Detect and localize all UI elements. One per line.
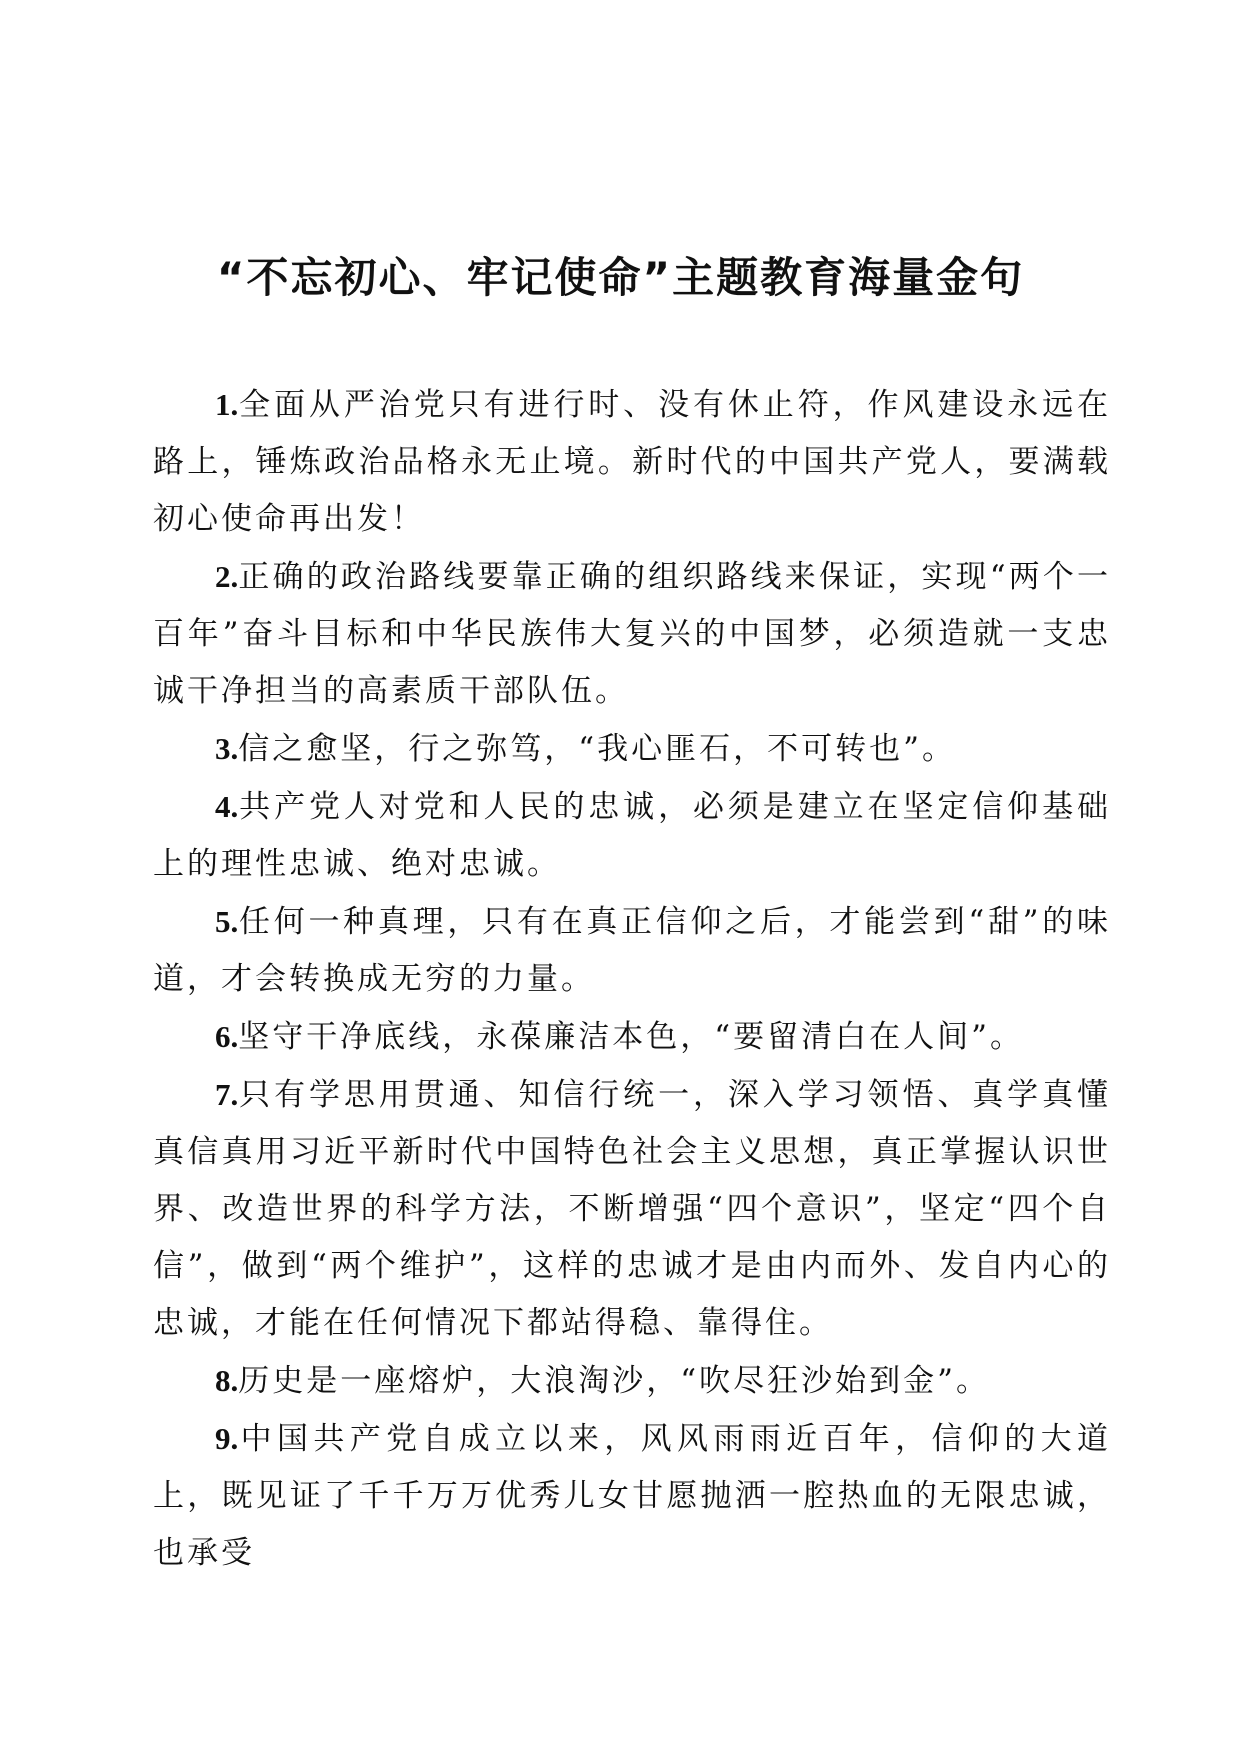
item-number: 6. <box>215 1019 239 1054</box>
item-text: 历史是一座熔炉，大浪淘沙，“吹尽狂沙始到金”。 <box>238 1363 990 1399</box>
item-text: 坚守干净底线，永葆廉洁本色，“要留清白在人间”。 <box>238 1019 1024 1055</box>
quote-item-1 <box>153 376 1111 548</box>
item-text: 中国共产党自成立以来，风风雨雨近百年，信仰的大道上，既见证了千千万万优秀儿女甘愿抛洒一腔热血的无限忠诚，也承受 <box>153 1421 1111 1571</box>
item-number: 2. <box>215 559 239 594</box>
quote-item-5 <box>153 893 1111 1008</box>
document-title: “不忘初心、牢记使命”主题教育海量金句 <box>216 253 1025 302</box>
document-body <box>153 376 1111 1582</box>
item-number: 9. <box>215 1421 239 1456</box>
item-number: 4. <box>215 789 239 824</box>
item-number: 1. <box>215 387 239 422</box>
item-number: 7. <box>215 1077 239 1112</box>
quote-item-7 <box>153 1066 1111 1352</box>
item-number: 5. <box>215 904 239 939</box>
item-number: 8. <box>215 1363 239 1398</box>
item-text: 任何一种真理，只有在真正信仰之后，才能尝到“甜”的味道，才会转换成无穷的力量。 <box>153 904 1111 997</box>
item-text: 只有学思用贯通、知信行统一，深入学习领悟、真学真懂真信真用习近平新时代中国特色社会主义思想，真正掌握认识世界、改造世界的科学方法，不断增强“四个意识”，坚定“四个自信”，做到“两个维护”，这样的忠诚才是由内而外、发自内心的忠诚，才能在任何情况下都站得稳、靠得住。 <box>153 1077 1111 1341</box>
item-number: 3. <box>215 731 239 766</box>
quote-item-3 <box>153 720 1111 778</box>
quote-item-8 <box>153 1352 1111 1410</box>
quote-item-6 <box>153 1008 1111 1066</box>
item-text: 信之愈坚，行之弥笃，“我心匪石，不可转也”。 <box>238 731 956 767</box>
item-text: 共产党人对党和人民的忠诚，必须是建立在坚定信仰基础上的理性忠诚、绝对忠诚。 <box>153 789 1111 882</box>
quote-item-9 <box>153 1410 1111 1582</box>
quote-item-4 <box>153 778 1111 893</box>
quote-item-2 <box>153 548 1111 720</box>
item-text: 全面从严治党只有进行时、没有休止符，作风建设永远在路上，锤炼政治品格永无止境。新时代的中国共产党人，要满载初心使命再出发！ <box>153 387 1111 537</box>
item-text: 正确的政治路线要靠正确的组织路线来保证，实现“两个一百年”奋斗目标和中华民族伟大复兴的中国梦，必须造就一支忠诚干净担当的高素质干部队伍。 <box>153 559 1111 709</box>
